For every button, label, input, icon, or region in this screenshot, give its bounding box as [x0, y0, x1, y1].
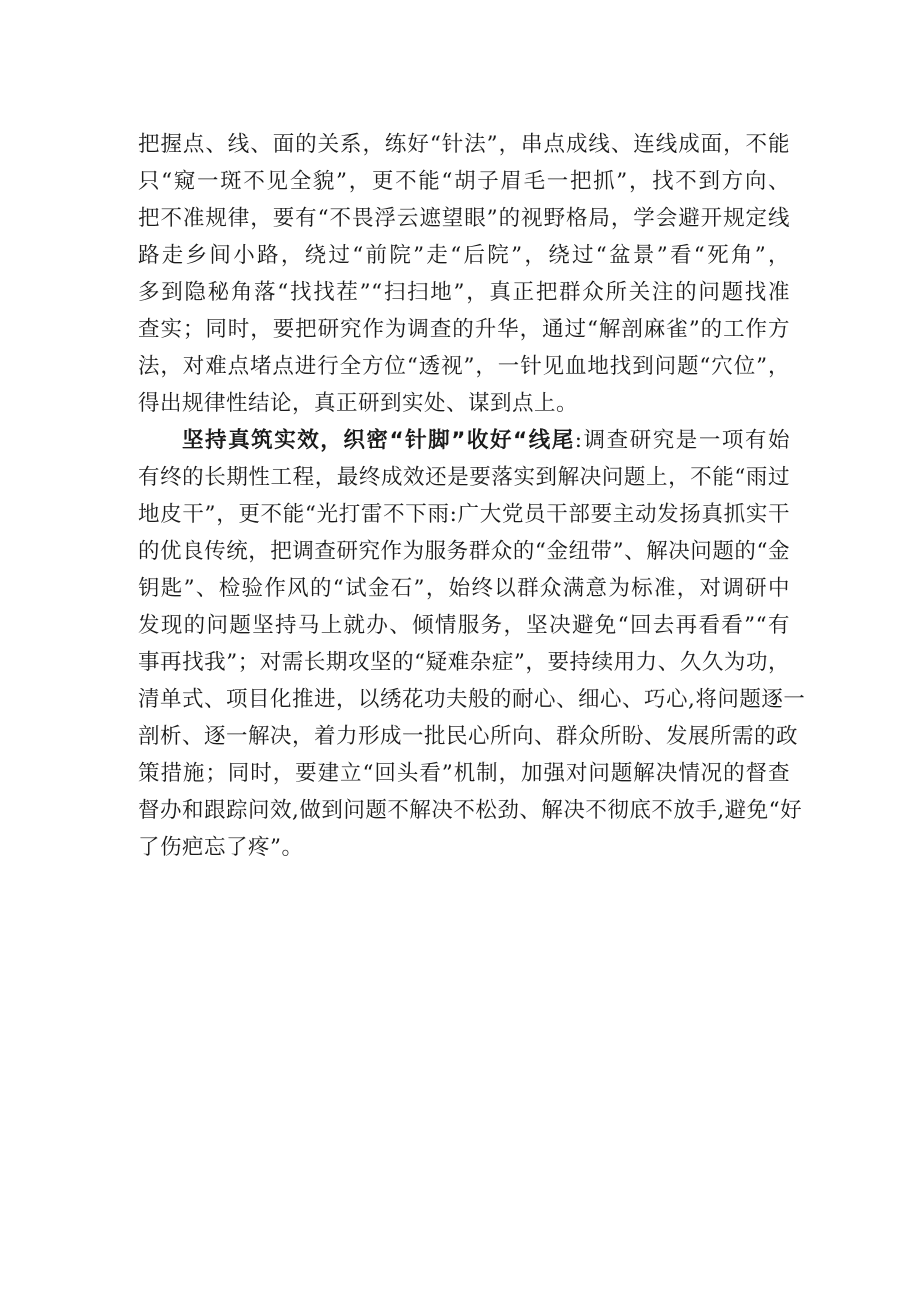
text-line: 事再找我”；对需长期攻坚的“疑难杂症”，要持续用力、久久为功，	[138, 650, 790, 675]
text-line: 多到隐秘角落“找找茬”“扫扫地”，真正把群众所关注的问题找准	[138, 280, 790, 305]
text-line: 得出规律性结论，真正研到实处、谋到点上。	[138, 391, 579, 416]
text-line: 把不准规律，要有“不畏浮云遮望眼”的视野格局，学会避开规定线	[138, 206, 790, 231]
text-line: 发现的问题坚持马上就办、倾情服务，坚决避免“回去再看看”“有	[138, 613, 790, 638]
paragraph-1	[138, 126, 790, 422]
text-line: 地皮干”，更不能“光打雷不下雨:广大党员干部要主动发扬真抓实干	[138, 502, 790, 527]
text-line: 查实；同时，要把研究作为调查的升华，通过“解剖麻雀”的工作方	[138, 317, 790, 342]
text-line: 路走乡间小路，绕过“前院”走“后院”，绕过“盆景”看“死角”，	[138, 243, 790, 268]
document-body	[138, 126, 806, 866]
text-line: 只“窥一斑不见全貌”，更不能“胡子眉毛一把抓”，找不到方向、	[138, 169, 790, 194]
text-line: 了伤疤忘了疼”。	[138, 835, 304, 860]
paragraph-2-first-line	[138, 422, 790, 459]
text-line: 法，对难点堵点进行全方位“透视”，一针见血地找到问题“穴位”，	[138, 354, 790, 379]
text-line: 督办和跟踪问效,做到问题不解决不松劲、解决不彻底不放手,避免“好	[138, 798, 803, 823]
paragraph-2	[138, 422, 806, 866]
text-line: 剖析、逐一解决，着力形成一批民心所向、群众所盼、发展所需的政	[138, 724, 799, 749]
text-line: 的优良传统，把调查研究作为服务群众的“金纽带”、解决问题的“金	[138, 539, 790, 564]
text-line: 把握点、线、面的关系，练好“针法”，串点成线、连线成面，不能	[138, 132, 790, 157]
paragraph-2-heading: 坚持真筑实效，织密“针脚”收好“线尾	[182, 428, 575, 453]
paragraph-2-first-line-text: :调查研究是一项有始	[574, 428, 790, 453]
text-line: 清单式、项目化推进，以绣花功夫般的耐心、细心、巧心,将问题逐一	[138, 687, 806, 712]
text-line: 钥匙”、检验作风的“试金石”，始终以群众满意为标准，对调研中	[138, 576, 790, 601]
text-line: 策措施；同时，要建立“回头看”机制，加强对问题解决情况的督查	[138, 761, 790, 786]
text-line: 有终的长期性工程，最终成效还是要落实到解决问题上，不能“雨过	[138, 465, 790, 490]
